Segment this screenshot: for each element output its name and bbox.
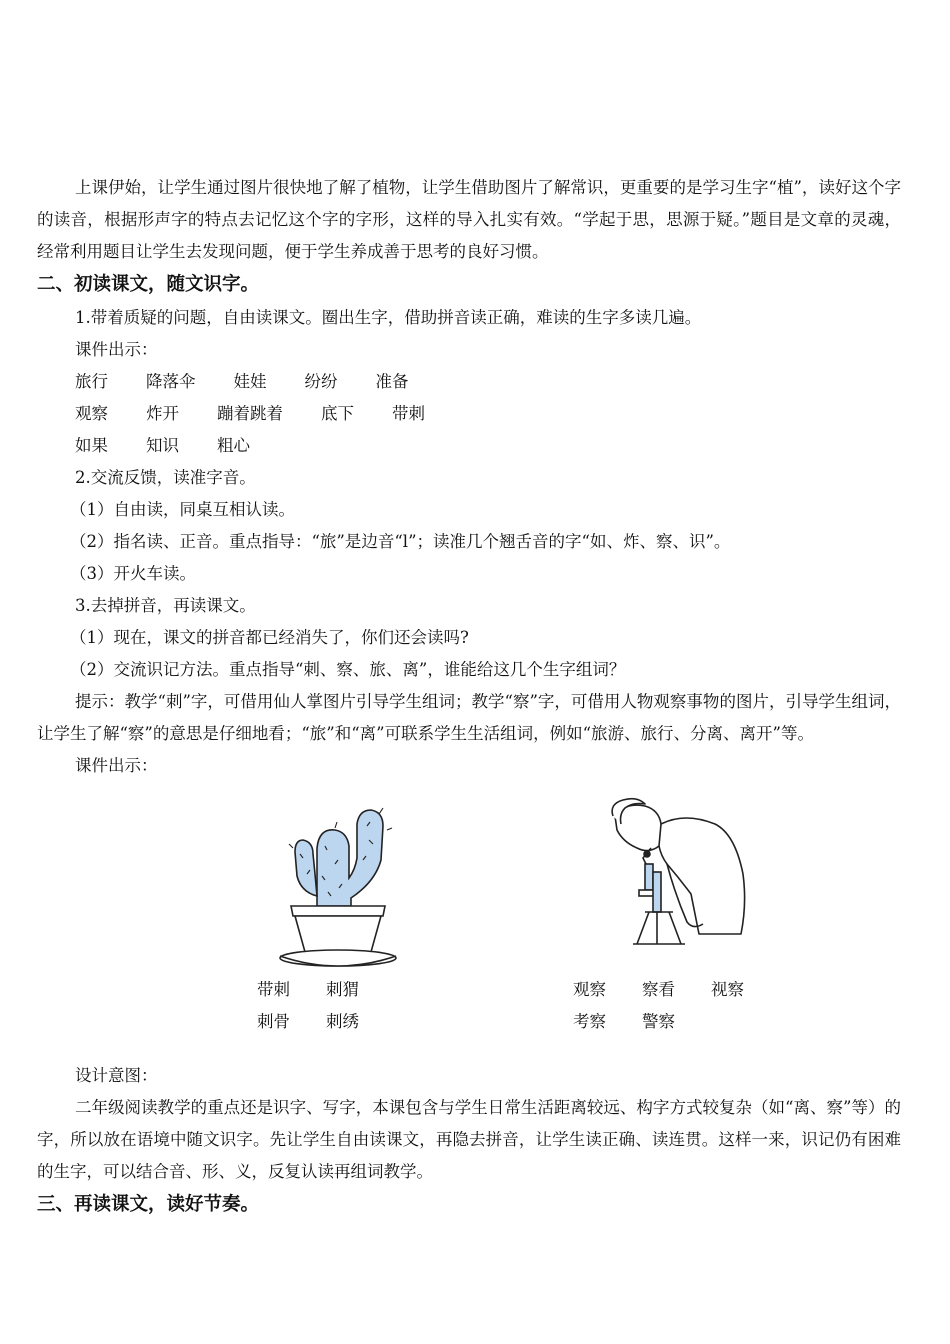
word-item: 炸开	[146, 404, 179, 423]
word-item: 如果	[75, 436, 108, 455]
caption-word: 视察	[711, 980, 744, 999]
section2-heading: 二、初读课文，随文识字。	[37, 274, 260, 295]
caption-word: 刺绣	[326, 1012, 359, 1031]
word-item: 纷纷	[304, 372, 338, 391]
step2-item: （2）指名读、正音。重点指导：“旅”是边音“l”；读准几个翘舌音的字“如、炸、察、识”。	[70, 532, 731, 551]
word-item: 观察	[75, 404, 108, 423]
tip-paragraph: 提示：教学“刺”字，可借用仙人掌图片引导学生组词；教学“察”字，可借用人物观察事物的图片，引导学生组词，让学生了解“察”的意思是仔细地看；“旅”和“离”可联系学生生活组词，例如“旅游、旅行、分离、离开”等。	[37, 692, 901, 743]
caption-row	[573, 1006, 780, 1038]
caption-word: 警察	[642, 1012, 675, 1031]
cactus-illustration	[255, 788, 405, 970]
step2-item: （3）开火车读。	[70, 564, 196, 583]
caption-word: 观察	[573, 980, 606, 999]
word-item: 娃娃	[233, 372, 267, 391]
word-item: 旅行	[75, 372, 108, 391]
word-list	[37, 366, 901, 462]
illustrations	[37, 788, 901, 1060]
step3-text: 3.去掉拼音，再读课文。	[75, 596, 256, 615]
intro-paragraph: 上课伊始，让学生通过图片很快地了解了植物，让学生借助图片了解常识，更重要的是学习生字“植”，读好这个字的读音，根据形声字的特点去记忆这个字的字形，这样的导入扎实有效。“学起于思，思源于疑。”题目是文章的灵魂，经常利用题目让学生去发现问题，便于学生养成善于思考的良好习惯。	[37, 178, 901, 261]
step3-item: （2）交流识记方法。重点指导“刺、察、旅、离”，谁能给这几个生字组词？	[70, 660, 626, 679]
design-paragraph: 二年级阅读教学的重点还是识字、写字，本课包含与学生日常生活距离较远、构字方式较复杂（如“离、察”等）的字，所以放在语境中随文识字。先让学生自由读课文，再隐去拼音，让学生读正确、读连贯。这样一来，识记仍有困难的生字，可以结合音、形、义，反复认读再组词教学。	[37, 1098, 901, 1181]
scientist-microscope-illustration	[575, 794, 751, 974]
word-item: 底下	[321, 404, 354, 423]
design-label: 设计意图：	[75, 1066, 158, 1085]
caption-word: 带刺	[257, 980, 290, 999]
word-item: 准备	[375, 372, 409, 391]
step2-item: （1）自由读，同桌互相认读。	[70, 500, 295, 519]
courseware-label-2: 课件出示：	[75, 756, 158, 775]
scientist-caption	[573, 974, 780, 1038]
caption-word: 考察	[573, 1012, 606, 1031]
word-item: 带刺	[392, 404, 425, 423]
caption-word: 察看	[642, 980, 675, 999]
caption-row	[257, 974, 395, 1006]
step3-item: （1）现在，课文的拼音都已经消失了，你们还会读吗?	[70, 628, 469, 647]
step1-text: 1.带着质疑的问题，自由读课文。圈出生字，借助拼音读正确，难读的生字多读几遍。	[75, 308, 702, 327]
word-item: 蹦着跳着	[217, 404, 283, 423]
courseware-label: 课件出示：	[75, 340, 158, 359]
word-row	[75, 398, 901, 430]
cactus-caption	[257, 974, 395, 1038]
caption-word: 刺骨	[257, 1012, 290, 1031]
word-row	[75, 430, 901, 462]
caption-word: 刺猬	[326, 980, 359, 999]
word-item: 粗心	[217, 436, 250, 455]
caption-row	[573, 974, 780, 1006]
caption-row	[257, 1006, 395, 1038]
step2-text: 2.交流反馈，读准字音。	[75, 468, 256, 487]
word-row	[75, 366, 901, 398]
document-page	[37, 172, 901, 1222]
section3-heading: 三、再读课文，读好节奏。	[37, 1194, 260, 1215]
word-item: 知识	[146, 436, 179, 455]
word-item: 降落伞	[146, 372, 196, 391]
